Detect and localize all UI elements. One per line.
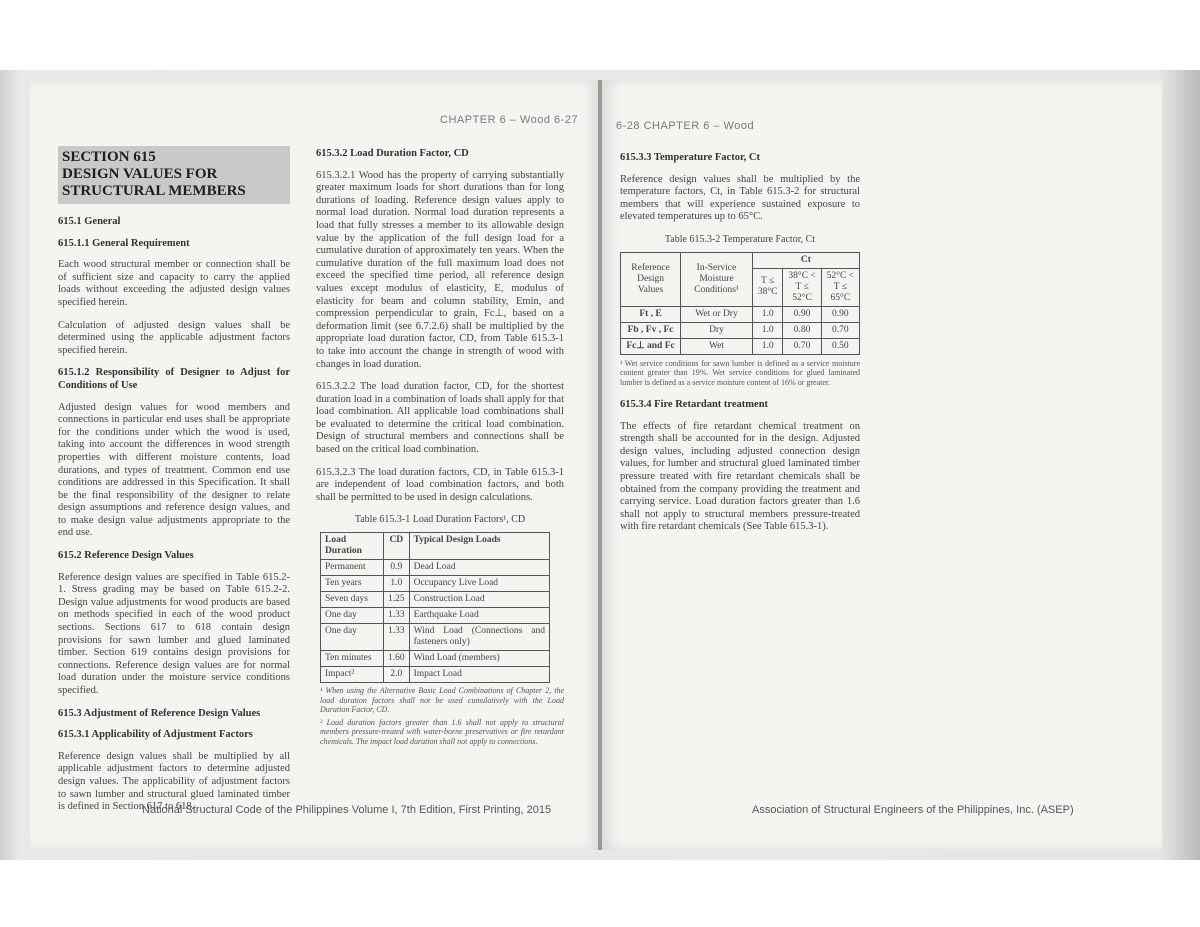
table-cell: 1.0 bbox=[752, 306, 783, 322]
section-title-box bbox=[58, 146, 290, 204]
table-row bbox=[621, 306, 860, 322]
table-cell: Ft , E bbox=[621, 306, 681, 322]
table-header-cell: CD bbox=[384, 533, 410, 560]
table-cell: 1.60 bbox=[384, 651, 410, 667]
table-cell: 0.80 bbox=[783, 322, 821, 338]
left-footer: National Structural Code of the Philippines Volume I, 7th Edition, First Printing, 2015 bbox=[142, 804, 552, 816]
table-cell: Wind Load (Connections and fasteners only) bbox=[409, 624, 549, 651]
table-cell: 0.9 bbox=[384, 560, 410, 576]
table-footnote: ¹ When using the Alternative Basic Load Combinations of Chapter 2, the load duration factors shall not be used cumulatively with the Load Duration Factor, CD. bbox=[320, 686, 564, 715]
load-duration-text bbox=[316, 148, 564, 504]
table-cell: Impact² bbox=[321, 667, 384, 683]
table-row bbox=[621, 338, 860, 354]
table-cell: Wet bbox=[681, 338, 753, 354]
table-cell: Seven days bbox=[321, 592, 384, 608]
temperature-range-header: 52°C < T ≤ 65°C bbox=[821, 268, 859, 306]
table-cell: 0.90 bbox=[821, 306, 859, 322]
table-header-cell: Load Duration bbox=[321, 533, 384, 560]
table-cell: Fc⊥ and Fc bbox=[621, 338, 681, 354]
subsection-heading: 615.1.1 General Requirement bbox=[58, 237, 190, 249]
section-title: SECTION 615 DESIGN VALUES FOR STRUCTURAL MEMBERS bbox=[62, 149, 246, 199]
left-column-1 bbox=[58, 146, 290, 824]
table-cell: One day bbox=[321, 624, 384, 651]
paragraph: 615.3.2.2 The load duration factor, CD, for the shortest duration load in a combination of loads shall apply for that load combination. All applicable load combinations shall be evaluated to determine the critical load combination. Design of structural members and connections shall be based on the critical load combination. bbox=[316, 381, 564, 456]
header-ct: Ct bbox=[752, 252, 859, 268]
right-page bbox=[602, 80, 1162, 850]
temp-table-caption: Table 615.3-2 Temperature Factor, Ct bbox=[664, 233, 816, 245]
table-cell: Impact Load bbox=[409, 667, 549, 683]
table-row bbox=[321, 608, 550, 624]
right-footer: Association of Structural Engineers of the Philippines, Inc. (ASEP) bbox=[752, 804, 1074, 816]
paragraph: Adjusted design values for wood members and connections in particular end uses shall be appropriate for the conditions under which the wood is used, taking into account the differences in wood strength properties with different moisture contents, load durations, and types of treatment. Common end use conditions are addressed in this Specification. It shall be the final responsibility of the designer to relate design assumptions and reference design values, and to make design value adjustments appropriate to the end use. bbox=[58, 401, 290, 539]
table-header-row bbox=[321, 533, 550, 560]
table-cell: Dry bbox=[681, 322, 753, 338]
table-cell: 0.70 bbox=[821, 322, 859, 338]
left-running-head: CHAPTER 6 – Wood 6-27 bbox=[440, 114, 579, 126]
subsection-heading: 615.3.1 Applicability of Adjustment Factors bbox=[58, 729, 253, 741]
table-cell: Fb , Fv , Fc bbox=[621, 322, 681, 338]
header-service: In-Service Moisture Conditions¹ bbox=[681, 252, 753, 306]
table-header-row bbox=[621, 252, 860, 268]
table-cell: Wet or Dry bbox=[681, 306, 753, 322]
table-row bbox=[321, 651, 550, 667]
table-row bbox=[321, 560, 550, 576]
subsection-heading: 615.3.2 Load Duration Factor, CD bbox=[316, 148, 469, 159]
table-cell: 1.33 bbox=[384, 624, 410, 651]
temperature-range-header: T ≤ 38°C bbox=[752, 268, 783, 306]
table-row bbox=[321, 592, 550, 608]
table-cell: Construction Load bbox=[409, 592, 549, 608]
header-reference: Reference Design Values bbox=[621, 252, 681, 306]
paragraph: Each wood structural member or connection shall be of sufficient size and capacity to carry the applied loads without exceeding the adjusted design values specified herein. bbox=[58, 259, 290, 308]
paragraph: 615.3.2.1 Wood has the property of carrying substantially greater maximum loads for short durations than for long durations of loading. Reference design values apply to normal load duration. Normal load duration represents a load that fully stresses a member to its allowable design value by the application of the full design load for a cumulative duration of approximately ten years. When the cumulative duration of the full maximum load does not exceed the specified time period, all reference design values except modulus of elasticity, E, modulus of elasticity for beam and column stability, Emin, and compression perpendicular to grain, Fc⊥, based on a deformation limit (see 6.7.2.6) shall be multiplied by the appropriate load duration factor, CD, from Table 615.3-1 to take into account the change in strength of wood with changes in load duration. bbox=[316, 169, 564, 370]
subsection-heading: 615.1.2 Responsibility of Designer to Adjust for Conditions of Use bbox=[58, 367, 290, 391]
left-page bbox=[30, 80, 600, 850]
paragraph: Calculation of adjusted design values shall be determined using the applicable adjustment factors specified herein. bbox=[58, 319, 290, 356]
temperature-range-header: 38°C < T ≤ 52°C bbox=[783, 268, 821, 306]
table-row bbox=[321, 576, 550, 592]
left-column-2 bbox=[316, 148, 564, 749]
table-cell: 1.0 bbox=[752, 338, 783, 354]
table-row bbox=[321, 624, 550, 651]
table-cell: Dead Load bbox=[409, 560, 549, 576]
right-column bbox=[620, 152, 860, 544]
table-cell: 1.25 bbox=[384, 592, 410, 608]
load-duration-table bbox=[320, 532, 550, 683]
table-cell: 0.50 bbox=[821, 338, 859, 354]
table-cell: 2.0 bbox=[384, 667, 410, 683]
paragraph: Reference design values shall be multiplied by all applicable adjustment factors to determine adjusted design values. The applicability of adjustment factors to sawn lumber and structural glued laminated timber is defined in Section 617 to 618. bbox=[58, 750, 290, 813]
table-cell: 1.0 bbox=[752, 322, 783, 338]
temperature-text bbox=[620, 152, 860, 224]
paragraph: 615.3.2.3 The load duration factors, CD, in Table 615.3-1 are independent of load combination factors, and both shall be permitted to be used in design calculations. bbox=[316, 466, 564, 503]
table-cell: 1.33 bbox=[384, 608, 410, 624]
subsection-heading: 615.2 Reference Design Values bbox=[58, 550, 194, 562]
subsection-heading: 615.3 Adjustment of Reference Design Values bbox=[58, 707, 261, 719]
subsection-heading: 615.1 General bbox=[58, 216, 121, 227]
table-cell: Ten years bbox=[321, 576, 384, 592]
table-row bbox=[621, 322, 860, 338]
table-cell: Wind Load (members) bbox=[409, 651, 549, 667]
table-cell: One day bbox=[321, 608, 384, 624]
load-table-caption: Table 615.3-1 Load Duration Factors¹, CD bbox=[354, 514, 526, 526]
table-cell: Occupancy Live Load bbox=[409, 576, 549, 592]
right-running-head: 6-28 CHAPTER 6 – Wood bbox=[616, 120, 755, 132]
subsection-heading: 615.3.3 Temperature Factor, Ct bbox=[620, 152, 760, 163]
table-cell: Permanent bbox=[321, 560, 384, 576]
table-footnote: ² Load duration factors greater than 1.6 shall not apply to structural members pressure-treated with water-borne preservatives or fire retardant chemicals. The impact load duration shall not apply to connections. bbox=[320, 717, 564, 746]
table-row bbox=[321, 667, 550, 683]
temp-table-footnote: ¹ Wet service conditions for sawn lumber is defined as a service moisture content greater than 19%. Wet service conditions for glued laminated lumber is defined as a service moisture content of 16% or greater. bbox=[620, 358, 860, 387]
paragraph: Reference design values shall be multiplied by the temperature factors, Ct, in Table 615.3-2 for structural members that will experience sustained exposure to elevated temperatures up to 65°C. bbox=[620, 173, 860, 223]
table-cell: Earthquake Load bbox=[409, 608, 549, 624]
paragraph: Reference design values are specified in Table 615.2-1. Stress grading may be based on Table 615.2-2. Design value adjustments for wood products are based on methods specified in each of the wood product sections. Sections 617 to 618 contain design provisions for sawn lumber and glued laminated timber. Section 619 contains design provisions for connections. Reference design values are for normal load duration under the moisture service conditions specified. bbox=[58, 571, 290, 696]
subsection-heading: 615.3.4 Fire Retardant treatment bbox=[620, 399, 769, 411]
fire-retardant-text bbox=[620, 399, 860, 534]
temperature-table bbox=[620, 252, 860, 355]
paragraph: The effects of fire retardant chemical treatment on strength shall be accounted for in the design. Adjusted design values, including adjusted connection design values, for lumber and structural glued laminated timber pressure treated with fire retardant chemicals shall be obtained from the company providing the treatment and carrying service. Load duration factors greater than 1.6 shall not apply to structural members pressure-treated with fire retardant chemicals (See Table 615.3-1). bbox=[620, 420, 860, 533]
table-cell: 1.0 bbox=[384, 576, 410, 592]
table-cell: 0.70 bbox=[783, 338, 821, 354]
table-cell: 0.90 bbox=[783, 306, 821, 322]
table-header-cell: Typical Design Loads bbox=[409, 533, 549, 560]
table-cell: Ten minutes bbox=[321, 651, 384, 667]
